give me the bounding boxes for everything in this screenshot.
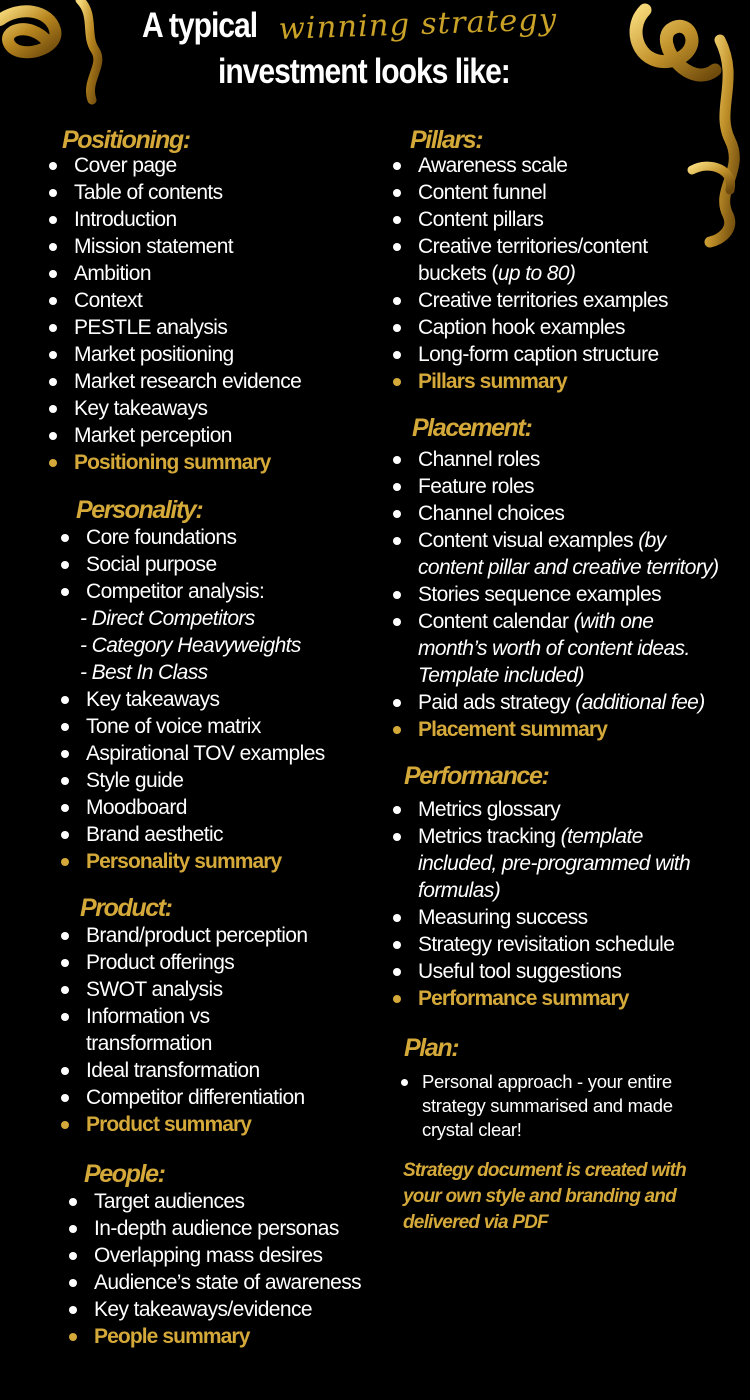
list-item: Content pillars: [390, 206, 668, 233]
people-title: People:: [84, 1160, 165, 1188]
performance-summary: Performance summary: [390, 985, 690, 1012]
list-item: Measuring success: [390, 904, 690, 931]
list-item: Competitor analysis:: [58, 578, 325, 605]
list-item: PESTLE analysis: [46, 314, 301, 341]
performance-section: [390, 762, 690, 1012]
list-item: [390, 527, 719, 581]
positioning-section: [46, 126, 301, 476]
people-list: [66, 1188, 361, 1350]
tracking-note-3: formulas): [418, 879, 501, 902]
calendar-note-1: (with one: [573, 610, 654, 633]
list-item: Moodboard: [58, 794, 325, 821]
list-item: Aspirational TOV examples: [58, 740, 325, 767]
list-item: Target audiences: [66, 1188, 361, 1215]
list-item: Feature roles: [390, 473, 719, 500]
pillars-summary: Pillars summary: [390, 368, 668, 395]
personality-list: [58, 524, 325, 875]
list-item: Brand aesthetic: [58, 821, 325, 848]
positioning-list: [46, 152, 301, 476]
list-item: Metrics glossary: [390, 796, 690, 823]
placement-list: [390, 446, 719, 743]
title-prefix: A typical: [142, 6, 258, 45]
calendar-text: Content calendar: [418, 610, 574, 633]
visual-note-2: content pillar and creative territory): [418, 556, 719, 579]
list-item: [390, 689, 719, 716]
list-item: [390, 233, 668, 287]
product-title: Product:: [80, 894, 172, 922]
buckets-note: up to 80): [497, 262, 576, 285]
list-item: Style guide: [58, 767, 325, 794]
list-item: [398, 1070, 673, 1142]
personality-section: [58, 496, 325, 875]
product-list: [58, 922, 307, 1138]
calendar-note-2: month’s worth of content ideas.: [418, 637, 690, 660]
personality-summary: Personality summary: [58, 848, 325, 875]
calendar-note-3: Template included): [418, 664, 584, 687]
list-item: Mission statement: [46, 233, 301, 260]
list-item: [390, 823, 690, 904]
pillars-title: Pillars:: [410, 126, 483, 154]
placement-title: Placement:: [412, 414, 532, 442]
list-item: Key takeaways: [46, 395, 301, 422]
title-line2: investment looks like:: [218, 52, 510, 91]
visual-note-1: (by: [638, 529, 666, 552]
placement-summary: Placement summary: [390, 716, 719, 743]
list-item: Content funnel: [390, 179, 668, 206]
performance-title: Performance:: [404, 762, 549, 790]
tracking-note-1: (template: [560, 825, 643, 848]
gold-ribbon-left-icon: [0, 0, 110, 115]
list-item: Ideal transformation: [58, 1057, 307, 1084]
list-item: Key takeaways/evidence: [66, 1296, 361, 1323]
list-item: Key takeaways: [58, 686, 325, 713]
list-item: Product offerings: [58, 949, 307, 976]
paid-text: Paid ads strategy: [418, 691, 576, 714]
closing-note: Strategy document is created with your own style and branding and delivered via PDF: [403, 1160, 686, 1233]
personality-title: Personality:: [76, 496, 203, 524]
list-item: Core foundations: [58, 524, 325, 551]
info-line1: Information vs: [86, 1005, 210, 1028]
placement-section: [390, 414, 719, 743]
positioning-summary: Positioning summary: [46, 449, 301, 476]
list-item: Market perception: [46, 422, 301, 449]
pillars-section: [390, 126, 668, 395]
list-item: Social purpose: [58, 551, 325, 578]
list-item: Awareness scale: [390, 152, 668, 179]
pillars-list: [390, 152, 668, 395]
tracking-note-2: included, pre-programmed with: [418, 852, 691, 875]
list-item: [390, 608, 719, 689]
list-item: Strategy revisitation schedule: [390, 931, 690, 958]
list-item: Market research evidence: [46, 368, 301, 395]
product-summary: Product summary: [58, 1111, 307, 1138]
list-item: Creative territories examples: [390, 287, 668, 314]
plan-list: [398, 1070, 673, 1142]
positioning-title: Positioning:: [62, 126, 190, 154]
performance-list: [390, 796, 690, 1012]
list-item: Audience’s state of awareness: [66, 1269, 361, 1296]
sub-list-item: - Best In Class: [80, 661, 208, 684]
plan-section: [398, 1034, 673, 1142]
list-item: In-depth audience personas: [66, 1215, 361, 1242]
list-item: Introduction: [46, 206, 301, 233]
list-item: SWOT analysis: [58, 976, 307, 1003]
buckets-text: buckets (: [418, 262, 498, 285]
list-item: Tone of voice matrix: [58, 713, 325, 740]
visual-text: Content visual examples: [418, 529, 639, 552]
list-item: Long-form caption structure: [390, 341, 668, 368]
product-section: [58, 894, 307, 1138]
list-item: Channel roles: [390, 446, 719, 473]
list-item: Cover page: [46, 152, 301, 179]
list-item: Context: [46, 287, 301, 314]
creative-territories-text: Creative territories/content: [418, 235, 648, 258]
list-item: Useful tool suggestions: [390, 958, 690, 985]
list-item: Table of contents: [46, 179, 301, 206]
plan-line2: strategy summarised and made: [422, 1095, 673, 1116]
info-line2: transformation: [86, 1032, 212, 1055]
list-item: Brand/product perception: [58, 922, 307, 949]
list-item: Market positioning: [46, 341, 301, 368]
list-item: Stories sequence examples: [390, 581, 719, 608]
title-script: winning strategy: [278, 2, 558, 47]
list-item: Ambition: [46, 260, 301, 287]
list-item: [58, 1003, 307, 1057]
plan-line3: crystal clear!: [422, 1119, 522, 1140]
people-summary: People summary: [66, 1323, 361, 1350]
sub-list-item: - Category Heavyweights: [80, 634, 301, 657]
people-section: [66, 1160, 361, 1350]
list-item: Channel choices: [390, 500, 719, 527]
list-item: Competitor differentiation: [58, 1084, 307, 1111]
plan-title: Plan:: [404, 1034, 459, 1062]
tracking-text: Metrics tracking: [418, 825, 561, 848]
list-item: Overlapping mass desires: [66, 1242, 361, 1269]
sub-list-item: - Direct Competitors: [80, 607, 255, 630]
plan-line1: Personal approach - your entire: [422, 1071, 672, 1092]
paid-note: (additional fee): [575, 691, 705, 714]
list-item: Caption hook examples: [390, 314, 668, 341]
